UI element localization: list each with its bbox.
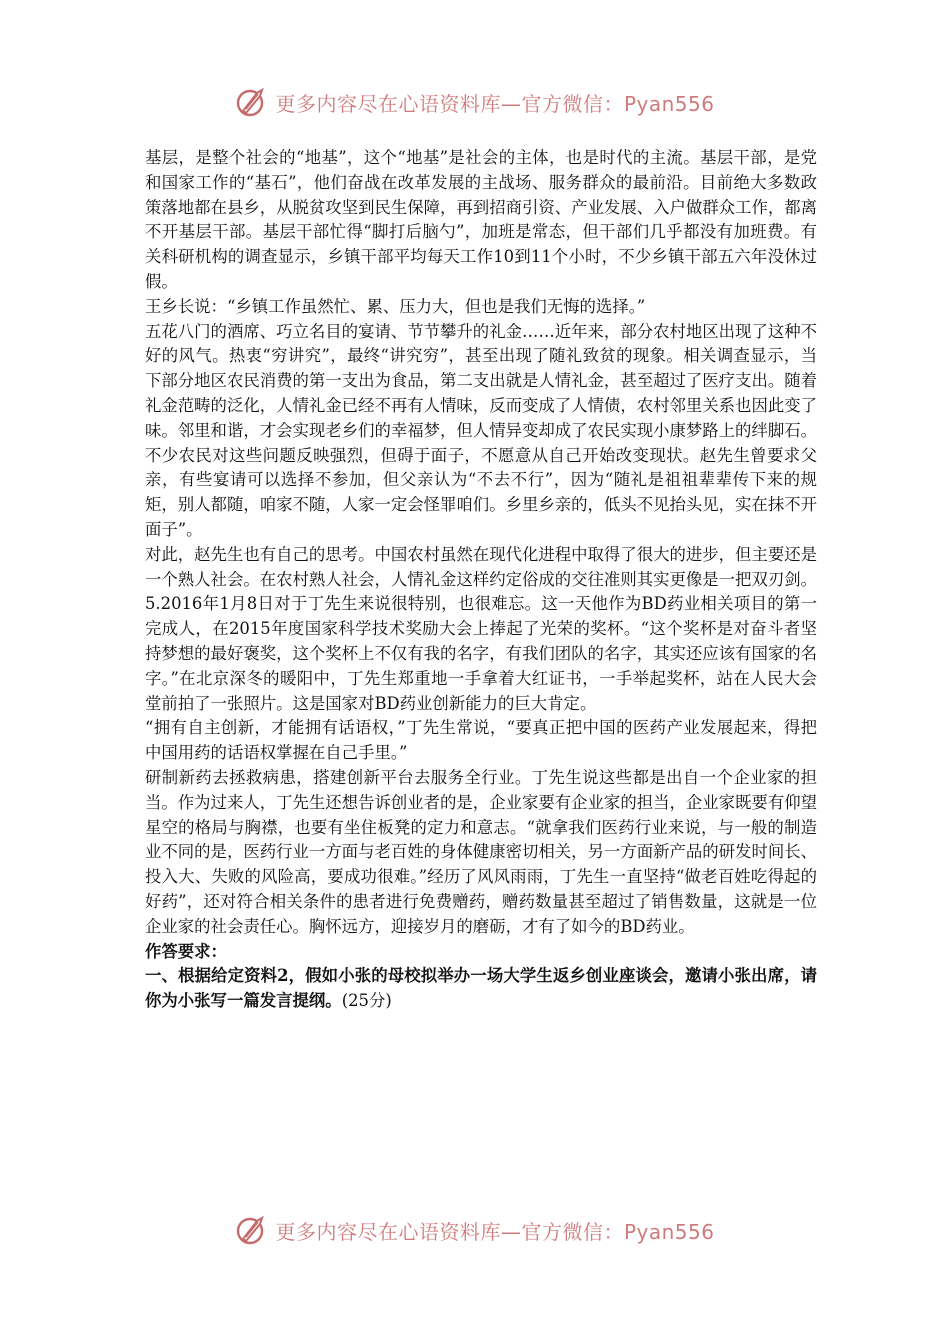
question-one-score: (25分): [341, 991, 392, 1011]
header-banner-text: 更多内容尽在心语资料库—官方微信：Pyan556: [275, 91, 715, 116]
paragraph-award-ceremony: 5.2016年1月8日对于丁先生来说很特别，也很难忘。这一天他作为BD药业相关项目的第一完成人，在2015年度国家科学技术奖励大会上捧起了光荣的奖杯。“这个奖杯是对奋斗者坚持梦想的最好褒奖，这个奖杯上不仅有我的名字，有我们团队的名字，其实还应该有国家的名字。”在北京深冬的暖阳中，丁先生郑重地一手拿着大红证书，一手举起奖杯，站在人民大会堂前拍了一张照片。这是国家对BD药业创新能力的巨大肯定。: [145, 594, 818, 713]
paragraph-farmers-reaction: 不少农民对这些问题反映强烈，但碍于面子，不愿意从自己开始改变现状。赵先生曾要求父亲，有些宴请可以选择不参加，但父亲认为“不去不行”，因为“随礼是祖祖辈辈传下来的规矩，别人都随，咱家不随，人家一定会怪罪咱们。乡里乡亲的，低头不见抬头见，实在抹不开面子”。: [145, 445, 818, 539]
question-one-text: 一、根据给定资料2，假如小张的母校拟举办一场大学生返乡创业座谈会，邀请小张出席，请你为小张写一篇发言提纲。: [145, 966, 817, 1011]
requirements-heading: 作答要求：: [145, 941, 227, 961]
paragraph-grassroots-cadres: 基层，是整个社会的“地基”，这个“地基”是社会的主体，也是时代的主流。基层干部，是党和国家工作的“基石”，他们奋战在改革发展的主战场、服务群众的最前沿。目前绝大多数政策落地都在县乡，从脱贫攻坚到民生保障，再到招商引资、产业发展、入户做群众工作，都离不开基层干部。基层干部忙得“脚打后脑勺”，加班是常态，但干部们几乎都没有加班费。有关科研机构的调查显示，乡镇干部平均每天工作10到11个小时，不少乡镇干部五六年没休过假。: [145, 148, 818, 291]
paragraph-gift-money-custom: 五花八门的酒席、巧立名目的宴请、节节攀升的礼金……近年来，部分农村地区出现了这种不好的风气。热衷“穷讲究”，最终“讲究穷”，甚至出现了随礼致贫的现象。相关调查显示，当下部分地区农民消费的第一支出为食品，第二支出就是人情礼金，甚至超过了医疗支出。随着礼金范畴的泛化，人情礼金已经不再有人情味，反而变成了人情债，农村邻里关系也因此变了味。邻里和谐，才会实现老乡们的幸福梦，但人情异变却成了农民实现小康梦路上的绊脚石。: [145, 321, 818, 440]
document-body: [145, 146, 817, 1014]
footer-banner-inner: [235, 1213, 714, 1247]
header-banner: [0, 82, 950, 122]
footer-banner: [0, 1210, 950, 1250]
question-one: [145, 964, 817, 1014]
paragraph-township-head-quote: 王乡长说：“乡镇工作虽然忙、累、压力大，但也是我们无悔的选择。”: [145, 296, 646, 316]
paragraph-innovation-quote: “拥有自主创新，才能拥有话语权，”丁先生常说，“要真正把中国的医药产业发展起来，得把中国用药的话语权掌握在自己手里。”: [145, 718, 817, 763]
paragraph-acquaintance-society: 对此，赵先生也有自己的思考。中国农村虽然在现代化进程中取得了很大的进步，但主要还是一个熟人社会。在农村熟人社会，人情礼金这样约定俗成的交往准则其实更像是一把双刃剑。: [145, 544, 818, 589]
footer-banner-text: 更多内容尽在心语资料库—官方微信：Pyan556: [275, 1219, 715, 1244]
header-banner-inner: [235, 85, 714, 119]
paragraph-entrepreneur-responsibility: 研制新药去拯救病患，搭建创新平台去服务全行业。丁先生说这些都是出自一个企业家的担当。作为过来人，丁先生还想告诉创业者的是，企业家要有企业家的担当，企业家既要有仰望星空的格局与胸襟，也要有坐住板凳的定力和意志。“就拿我们医药行业来说，与一般的制造业不同的是，医药行业一方面与老百姓的身体健康密切相关，另一方面新产品的研发时间长、投入大、失败的风险高，要成功很难。”经历了风风雨雨，丁先生一直坚持“做老百姓吃得起的好药”，还对符合相关条件的患者进行免费赠药，赠药数量甚至超过了销售数量，这就是一位企业家的社会责任心。胸怀远方，迎接岁月的磨砺，才有了如今的BD药业。: [145, 767, 818, 936]
pen-nib-logo-icon: [235, 85, 269, 119]
pen-nib-logo-icon: [235, 1213, 269, 1247]
